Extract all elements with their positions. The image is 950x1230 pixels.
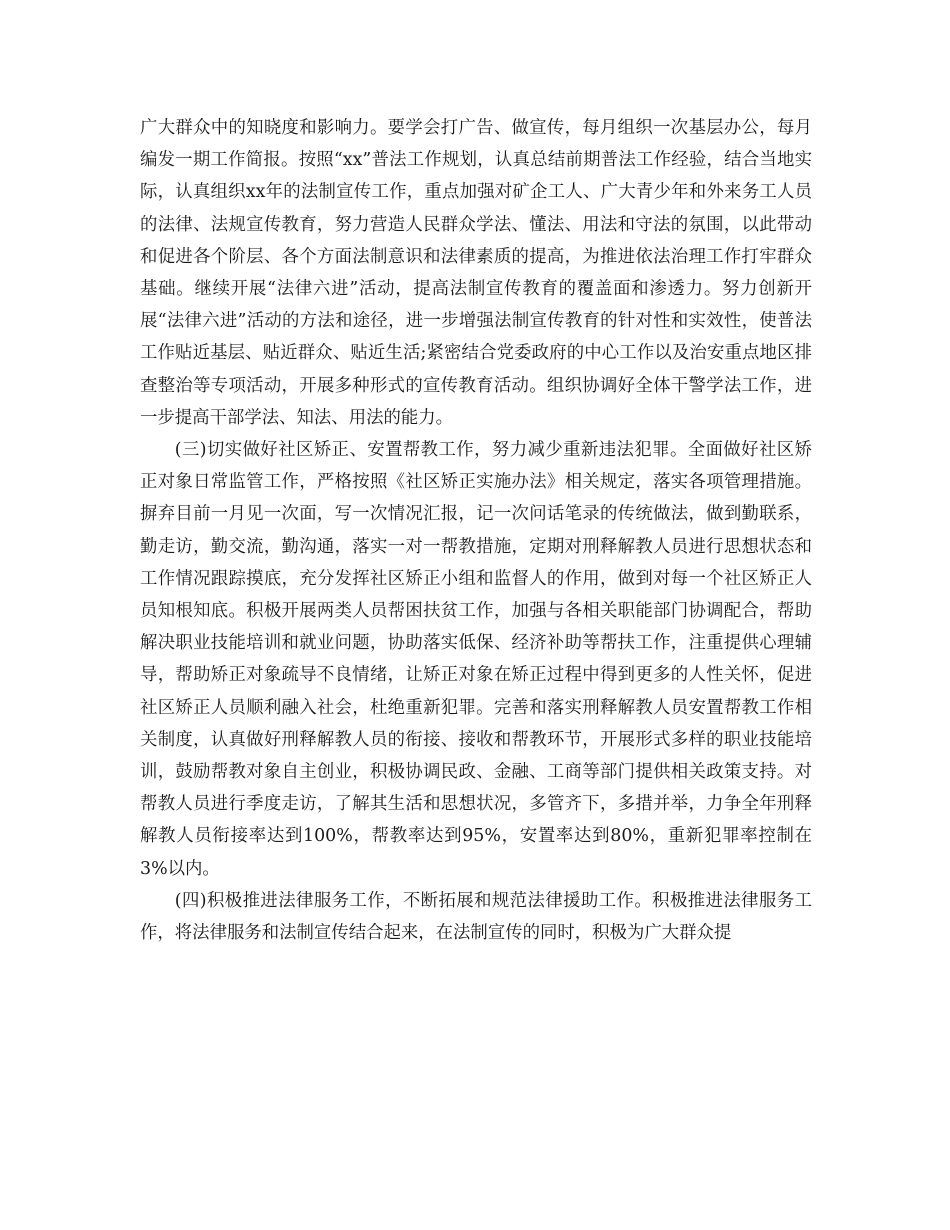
paragraph-legal-services: (四)积极推进法律服务工作，不断拓展和规范法律援助工作。积极推进法律服务工作，将法律服务和法制宣传结合起来，在法制宣传的同时，积极为广大群众提 — [140, 890, 812, 944]
paragraph-community-correction: (三)切实做好社区矫正、安置帮教工作，努力减少重新违法犯罪。全面做好社区矫正对象日常监管工作，严格按照《社区矫正实施办法》相关规定，落实各项管理措施。摒弃目前一月见一次面，写一次情况汇报，记一次问话笔录的传统做法，做到勤联系，勤走访，勤交流，勤沟通，落实一对一帮教措施，定期对刑释解教人员进行思想状态和工作情况跟踪摸底，充分发挥社区矫正小组和监督人的作用，做到对每一个社区矫正人员知根知底。积极开展两类人员帮困扶贫工作，加强与各相关职能部门协调配合，帮助解决职业技能培训和就业问题，协助落实低保、经济补助等帮扶工作，注重提供心理辅导，帮助矫正对象疏导不良情绪，让矫正对象在矫正过程中得到更多的人性关怀，促进社区矫正人员顺利融入社会，杜绝重新犯罪。完善和落实刑释解教人员安置帮教工作相关制度，认真做好刑释解教人员的衔接、接收和帮教环节，开展形式多样的职业技能培训，鼓励帮教对象自主创业，积极协调民政、金融、工商等部门提供相关政策支持。对帮教人员进行季度走访，了解其生活和思想状况，多管齐下，多措并举，力争全年刑释解教人员衔接率达到100%，帮教率达到95%，安置率达到80%，重新犯罪率控制在3%以内。 — [140, 440, 812, 879]
document-page — [140, 112, 812, 949]
paragraph-awareness-publicity: 广大群众中的知晓度和影响力。要学会打广告、做宣传，每月组织一次基层办公，每月编发一期工作简报。按照“xx”普法工作规划，认真总结前期普法工作经验，结合当地实际，认真组织xx年的法制宣传工作，重点加强对矿企工人、广大青少年和外来务工人员的法律、法规宣传教育，努力营造人民群众学法、懂法、用法和守法的氛围，以此带动和促进各个阶层、各个方面法制意识和法律素质的提高，为推进依法治理工作打牢群众基础。继续开展“法律六进”活动，提高法制宣传教育的覆盖面和渗透力。努力创新开展“法律六进”活动的方法和途径，进一步增强法制宣传教育的针对性和实效性，使普法工作贴近基层、贴近群众、贴近生活;紧密结合党委政府的中心工作以及治安重点地区排查整治等专项活动，开展多种形式的宣传教育活动。组织协调好全体干警学法工作，进一步提高干部学法、知法、用法的能力。 — [140, 118, 812, 428]
